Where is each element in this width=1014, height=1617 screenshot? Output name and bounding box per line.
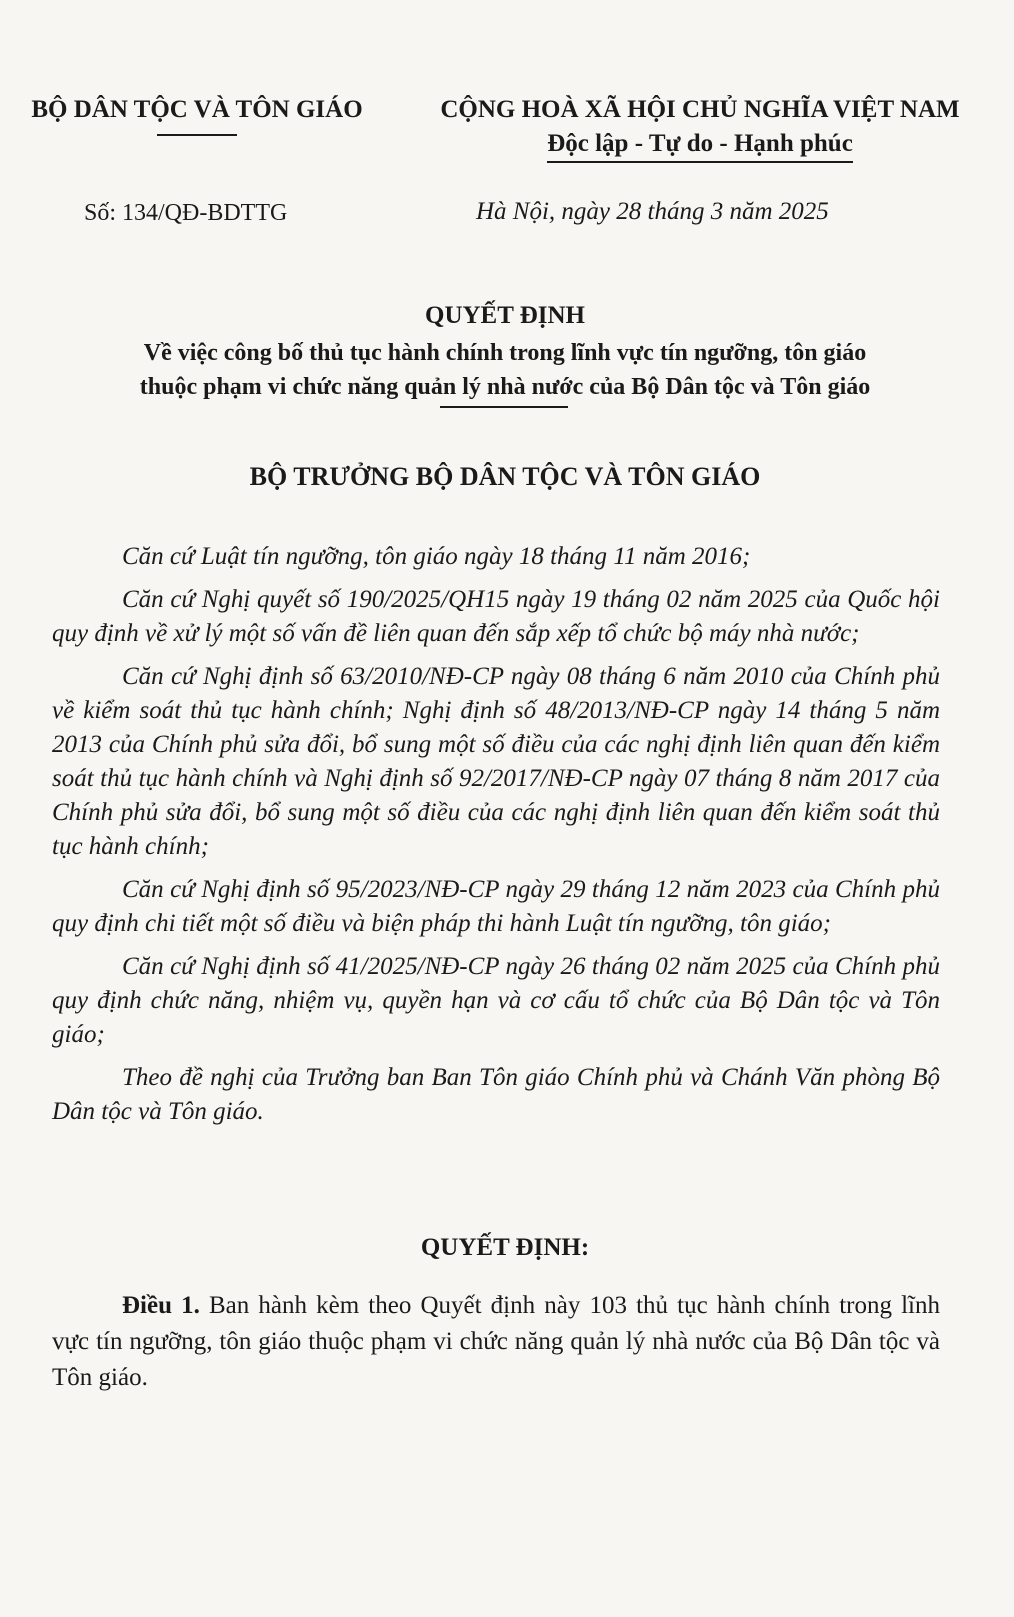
preamble-paragraph: Căn cứ Nghị định số 41/2025/NĐ-CP ngày 26 tháng 02 năm 2025 của Chính phủ quy định chức năng, nhiệm vụ, quyền hạn và cơ cấu tổ chức của Bộ Dân tộc và Tôn giáo; — [52, 953, 940, 1048]
subject-line-1: Về việc công bố thủ tục hành chính trong lĩnh vực tín ngưỡng, tôn giáo — [143, 340, 867, 366]
preamble-paragraph: Căn cứ Nghị định số 95/2023/NĐ-CP ngày 29 tháng 12 năm 2023 của Chính phủ quy định chi tiết một số điều và biện pháp thi hành Luật tín ngưỡng, tôn giáo; — [52, 876, 940, 937]
agency-underline — [157, 134, 237, 136]
preamble — [52, 540, 940, 1138]
national-motto: Độc lập - Tự do - Hạnh phúc — [547, 130, 853, 163]
preamble-paragraph: Theo đề nghị của Trưởng ban Ban Tôn giáo Chính phủ và Chánh Văn phòng Bộ Dân tộc và Tôn giáo. — [52, 1064, 940, 1125]
document-subject — [40, 336, 970, 404]
subject-underline — [440, 406, 568, 408]
country-name: CỘNG HOÀ XÃ HỘI CHỦ NGHĨA VIỆT NAM — [440, 96, 960, 123]
issuing-authority: BỘ TRƯỞNG BỘ DÂN TỘC VÀ TÔN GIÁO — [249, 462, 761, 491]
preamble-paragraph: Căn cứ Nghị định số 63/2010/NĐ-CP ngày 08 tháng 6 năm 2010 của Chính phủ về kiểm soát thủ tục hành chính; Nghị định số 48/2013/NĐ-CP ngày 14 tháng 5 năm 2013 của Chính phủ sửa đổi, bổ sung một số điều của các nghị định liên quan đến kiểm soát thủ tục hành chính và Nghị định số 92/2017/NĐ-CP ngày 07 tháng 8 năm 2017 của Chính phủ sửa đổi, bổ sung một số điều của các nghị định liên quan đến kiểm soát thủ tục hành chính; — [52, 663, 940, 860]
document-date: Hà Nội, ngày 28 tháng 3 năm 2025 — [476, 198, 829, 225]
decision-heading: QUYẾT ĐỊNH: — [420, 1234, 590, 1261]
preamble-paragraph: Căn cứ Nghị quyết số 190/2025/QH15 ngày 19 tháng 02 năm 2025 của Quốc hội quy định về xử lý một số vấn đề liên quan đến sắp xếp tổ chức bộ máy nhà nước; — [52, 586, 940, 647]
preamble-paragraph: Căn cứ Luật tín ngưỡng, tôn giáo ngày 18 tháng 11 năm 2016; — [122, 543, 751, 570]
document-number: Số: 134/QĐ-BDTTG — [84, 200, 288, 226]
issuing-agency: BỘ DÂN TỘC VÀ TÔN GIÁO — [31, 96, 363, 123]
national-header-block — [420, 96, 980, 163]
issuing-agency-block — [22, 96, 372, 136]
article-1-label: Điều 1. — [122, 1292, 200, 1319]
subject-line-2: thuộc phạm vi chức năng quản lý nhà nước của Bộ Dân tộc và Tôn giáo — [139, 374, 871, 400]
article-1 — [52, 1288, 940, 1396]
document-type-heading: QUYẾT ĐỊNH — [425, 302, 585, 329]
article-1-text: Ban hành kèm theo Quyết định này 103 thủ tục hành chính trong lĩnh vực tín ngưỡng, tôn giáo thuộc phạm vi chức năng quản lý nhà nước của Bộ Dân tộc và Tôn giáo. — [52, 1292, 940, 1391]
